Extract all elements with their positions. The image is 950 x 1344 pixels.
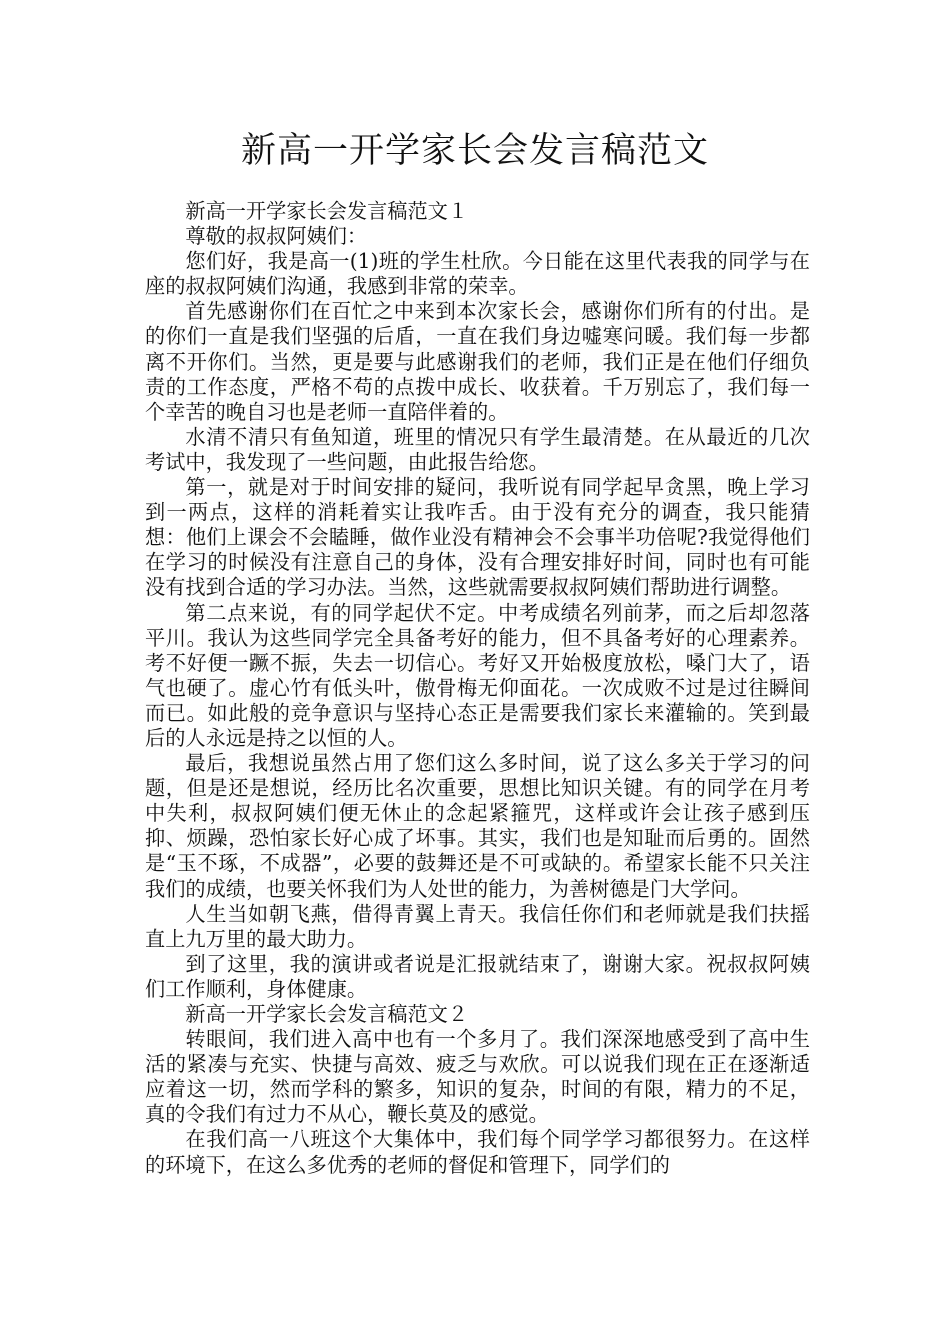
paragraph: 在我们高一八班这个大集体中，我们每个同学学习都很努力。在这样的环境下，在这么多优秀的老师的督促和管理下，同学们的	[145, 1127, 810, 1177]
salutation: 尊敬的叔叔阿姨们：	[185, 224, 368, 249]
section-heading-1: 新高一开学家长会发言稿范文１	[185, 199, 469, 223]
section-heading-2: 新高一开学家长会发言稿范文２	[185, 1002, 469, 1026]
paragraph: 第一，就是对于时间安排的疑问，我听说有同学起早贪黑，晚上学习到一两点，这样的消耗着实让我咋舌。由于没有充分的调查，我只能猜想：他们上课会不会瞌睡，做作业没有精神会不会事半功倍呢?我觉得他们在学习的时候没有注意自己的身体，没有合理安排好时间，同时也有可能没有找到合适的学习办法。当然，这些就需要叔叔阿姨们帮助进行调整。	[145, 475, 810, 600]
document-body	[145, 199, 810, 1178]
paragraph: 到了这里，我的演讲或者说是汇报就结束了，谢谢大家。祝叔叔阿姨们工作顺利，身体健康。	[145, 951, 810, 1001]
paragraph: 最后，我想说虽然占用了您们这么多时间，说了这么多关于学习的问题，但是还是想说，经历比名次重要，思想比知识关键。有的同学在月考中失利，叔叔阿姨们便无休止的念起紧箍咒，这样或许会让孩子感到压抑、烦躁，恐怕家长好心成了坏事。其实，我们也是知耻而后勇的。固然是“玉不琢，不成器”，必要的鼓舞还是不可或缺的。希望家长能不只关注我们的成绩，也要关怀我们为人处世的能力，为善树德是门大学问。	[145, 751, 810, 901]
paragraph: 首先感谢你们在百忙之中来到本次家长会，感谢你们所有的付出。是的你们一直是我们坚强的后盾，一直在我们身边嘘寒问暖。我们每一步都离不开你们。当然，更是要与此感谢我们的老师，我们正是在他们仔细负责的工作态度，严格不苟的点拨中成长、收获着。千万别忘了，我们每一个幸苦的晚自习也是老师一直陪伴着的。	[145, 299, 810, 424]
paragraph: 人生当如朝飞燕，借得青翼上青天。我信任你们和老师就是我们扶摇直上九万里的最大助力。	[145, 901, 810, 951]
paragraph: 您们好，我是高一(1)班的学生杜欣。今日能在这里代表我的同学与在座的叔叔阿姨们沟通，我感到非常的荣幸。	[145, 249, 810, 299]
paragraph: 转眼间，我们进入高中也有一个多月了。我们深深地感受到了高中生活的紧凑与充实、快捷与高效、疲乏与欢欣。可以说我们现在正在逐渐适应着这一切，然而学科的繁多，知识的复杂，时间的有限，精力的不足，真的令我们有过力不从心，鞭长莫及的感觉。	[145, 1027, 810, 1127]
paragraph: 第二点来说，有的同学起伏不定。中考成绩名列前茅，而之后却忽落平川。我认为这些同学完全具备考好的能力，但不具备考好的心理素养。考不好便一蹶不振，失去一切信心。考好又开始极度放松，嗓门大了，语气也硬了。虚心竹有低头叶，傲骨梅无仰面花。一次成败不过是过往瞬间而已。如此般的竞争意识与坚持心态正是需要我们家长来灌输的。笑到最后的人永远是持之以恒的人。	[145, 600, 810, 750]
document-title: 新高一开学家长会发言稿范文	[240, 131, 709, 171]
paragraph: 水清不清只有鱼知道，班里的情况只有学生最清楚。在从最近的几次考试中，我发现了一些问题，由此报告给您。	[145, 424, 810, 474]
